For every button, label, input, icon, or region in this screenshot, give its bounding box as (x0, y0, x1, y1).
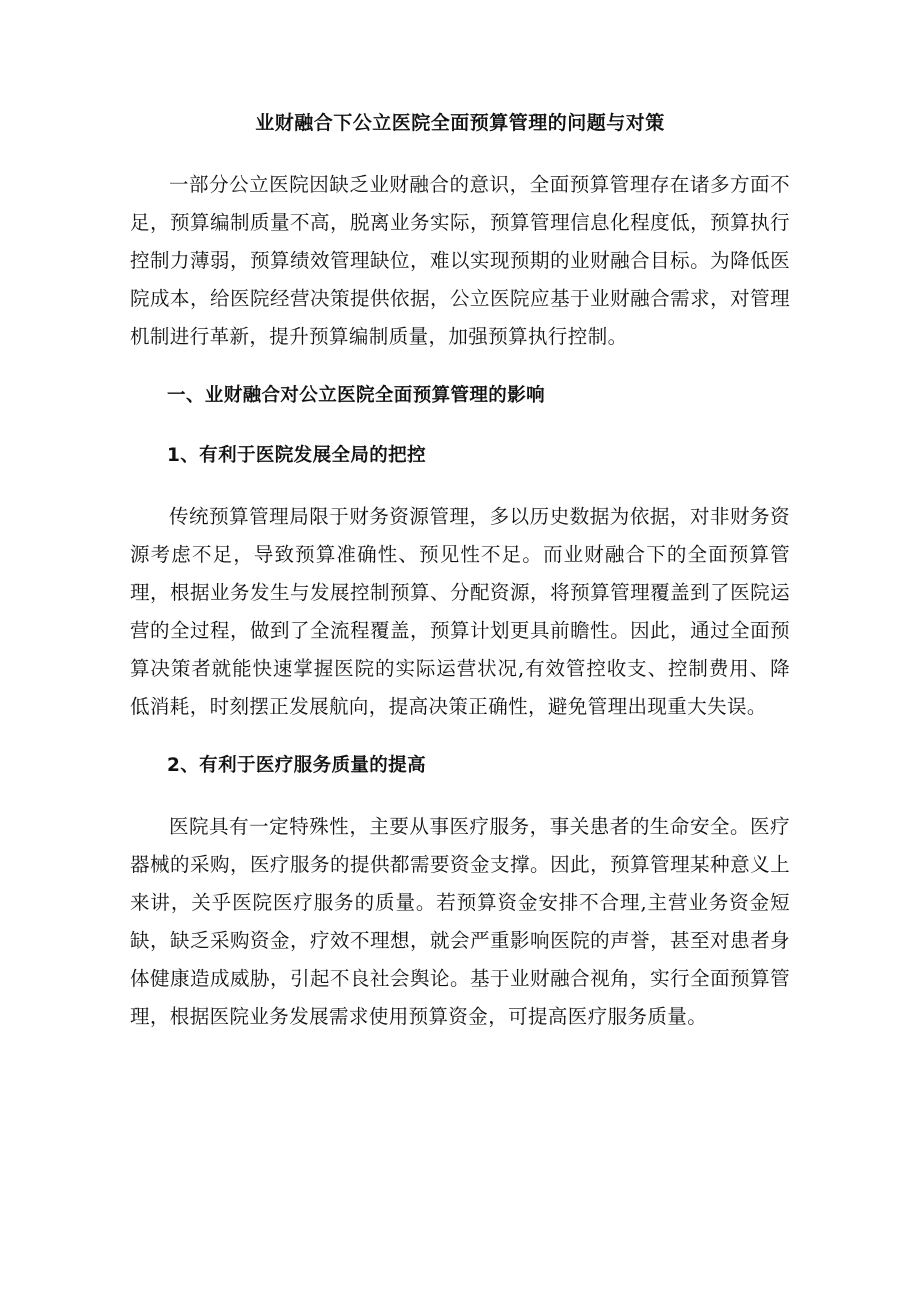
intro-paragraph: 一部分公立医院因缺乏业财融合的意识，全面预算管理存在诸多方面不足，预算编制质量不高，脱离业务实际，预算管理信息化程度低，预算执行控制力薄弱，预算绩效管理缺位，难以实现预期的业财融合目标。为降低医院成本，给医院经营决策提供依据，公立医院应基于业财融合需求，对管理机制进行革新，提升预算编制质量，加强预算执行控制。 (130, 173, 790, 348)
subsection-1-paragraph: 传统预算管理局限于财务资源管理，多以历史数据为依据，对非财务资源考虑不足，导致预算准确性、预见性不足。而业财融合下的全面预算管理，根据业务发生与发展控制预算、分配资源，将预算管理覆盖到了医院运营的全过程，做到了全流程覆盖，预算计划更具前瞻性。因此，通过全面预算决策者就能快速掌握医院的实际运营状况,有效管控收支、控制费用、降低消耗，时刻摆正发展航向，提高决策正确性，避免管理出现重大失误。 (130, 505, 790, 718)
subsection-heading-2: 2、有利于医疗服务质量的提高 (167, 755, 426, 776)
document-title: 业财融合下公立医院全面预算管理的问题与对策 (255, 112, 665, 134)
section-heading-1: 一、业财融合对公立医院全面预算管理的影响 (167, 385, 546, 406)
subsection-heading-1: 1、有利于医院发展全局的把控 (167, 445, 426, 466)
subsection-2-paragraph: 医院具有一定特殊性，主要从事医疗服务，事关患者的生命安全。医疗器械的采购，医疗服务的提供都需要资金支撑。因此，预算管理某种意义上来讲，关乎医院医疗服务的质量。若预算资金安排不合理,主营业务资金短缺，缺乏采购资金，疗效不理想，就会严重影响医院的声誉，甚至对患者身体健康造成威胁，引起不良社会舆论。基于业财融合视角，实行全面预算管理，根据医院业务发展需求使用预算资金，可提高医疗服务质量。 (130, 815, 790, 1028)
